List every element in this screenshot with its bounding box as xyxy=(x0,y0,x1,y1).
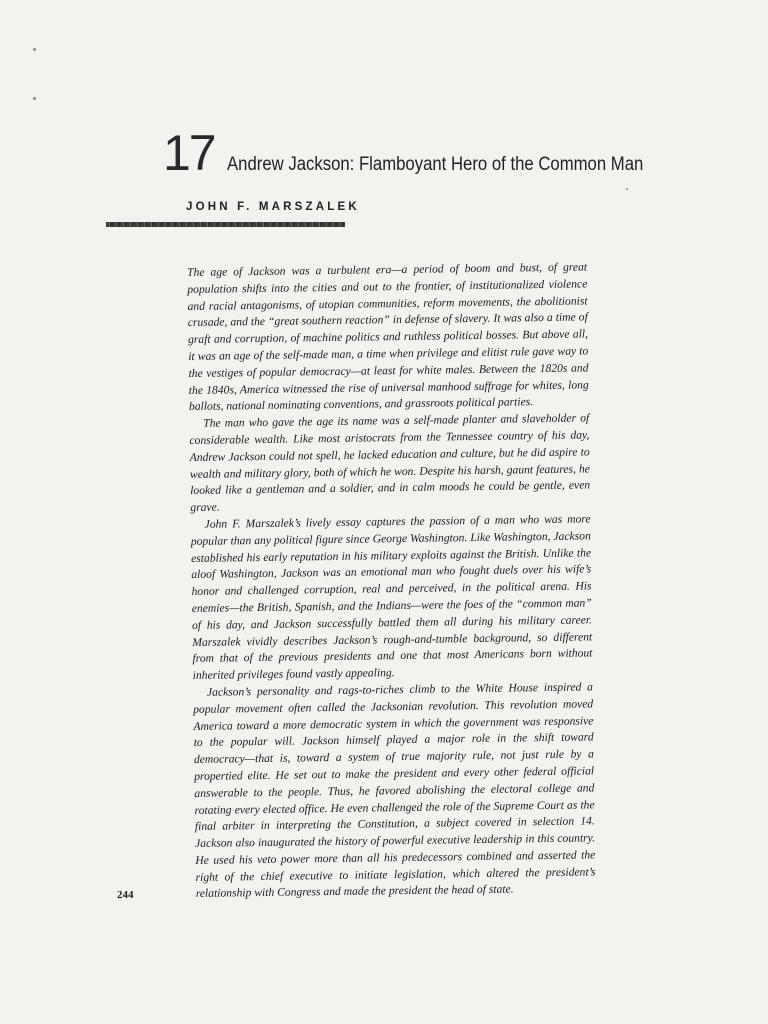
chapter-heading xyxy=(163,125,700,181)
intro-paragraph: Jackson’s personality and rags-to-riches climb to the White House inspired a popular movement often called the Jacksonian revolution. This revolution moved America toward a more democratic system in which the government was responsive to the popular will. Jackson himself played a major role in the shift toward democracy—that is, toward a system of true majority rule, not just rule by a propertied elite. He set out to make the president and every other federal official answerable to the people. Thus, he favored abolishing the electoral college and rotating every elected office. He even challenged the role of the Supreme Court as the final arbiter in interpreting the Constitution, a subject covered in selection 14. Jackson also inaugurated the history of powerful executive leadership in this country. He used his veto power more than all his predecessors combined and asserted the right of the chief executive to initiate legislation, which altered the president’s relationship with Congress and made the president the head of state. xyxy=(193,680,596,901)
page-number: 244 xyxy=(117,889,134,901)
intro-text xyxy=(187,259,596,903)
chapter-title: Andrew Jackson: Flamboyant Hero of the Common Man xyxy=(226,154,643,175)
scan-speck xyxy=(33,48,36,51)
scan-speck xyxy=(33,97,36,100)
intro-paragraph: The age of Jackson was a turbulent era—a period of boom and bust, of great population shifts into the cities and out to the frontier, of institutionalized violence and racial antagonisms, of utopian communities, reform movements, the abolitionist crusade, and the “great southern reaction” in defense of slavery. It was also a time of graft and corruption, of machine politics and ruthless political bosses. But above all, it was an age of the self-made man, a time when privilege and elitist rule gave way to the vestiges of popular democracy—at least for white males. Between the 1820s and the 1840s, America witnessed the rise of universal manhood suffrage for whites, long ballots, national nominating conventions, and grassroots political parties. xyxy=(187,260,589,414)
chapter-number: 17 xyxy=(163,125,215,181)
intro-paragraph: The man who gave the age its name was a self-made planter and slaveholder of considerable wealth. Like most aristocrats from the Tennessee country of his day, Andrew Jackson could not spell, he lacked education and culture, but he did aspire to wealth and military glory, both of which he won. Despite his harsh, gaunt features, he looked like a gentleman and a soldier, and in calm moods he could be gentle, even grave. xyxy=(189,411,591,515)
author-name: JOHN F. MARSZALEK xyxy=(186,201,360,213)
intro-paragraph: John F. Marszalek’s lively essay captures the passion of a man who was more popular than any political figure since George Washington. Like Washington, Jackson established his early reputation in his military exploits against the British. Unlike the aloof Washington, Jackson was an emotional man who fought duels over his wife’s honor and challenged corruption, real and perceived, in the political arena. His enemies—the British, Spanish, and the Indians—were the foes of the “common man” of his day, and Jackson successfully battled them all during his military career. Marszalek vividly describes Jackson’s rough-and-tumble background, so different from that of the previous presidents and one that most Americans born without inherited privileges found vastly appealing. xyxy=(190,512,593,683)
scan-speck xyxy=(626,188,628,190)
decorative-rule xyxy=(106,222,345,227)
